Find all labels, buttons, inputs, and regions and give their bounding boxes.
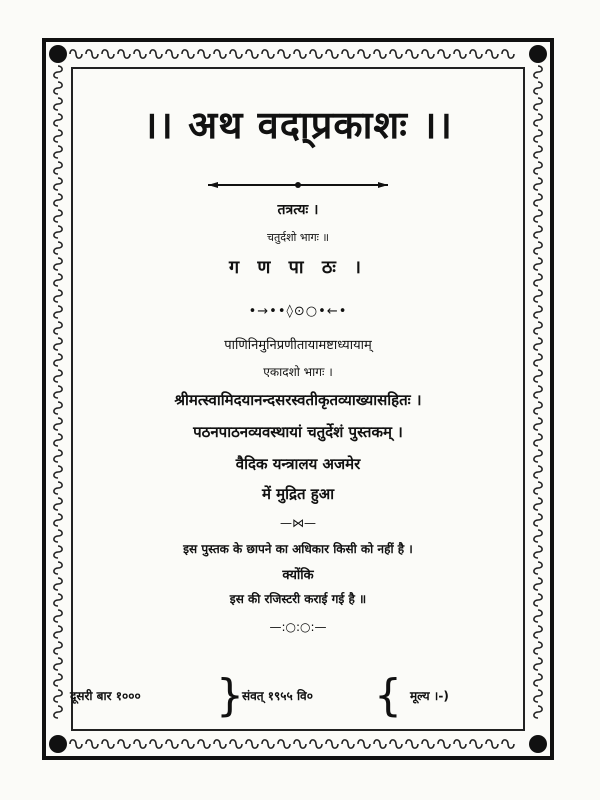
border-scroll: [534, 258, 542, 270]
border-scroll: [54, 530, 62, 542]
border-scroll: [534, 482, 542, 494]
border-scroll: [358, 50, 370, 58]
border-scroll: [502, 740, 514, 748]
border-scroll: [534, 514, 542, 526]
border-scroll: [70, 50, 82, 58]
border-scroll: [182, 740, 194, 748]
border-scroll: [102, 50, 114, 58]
border-scroll: [534, 66, 542, 78]
border-scroll: [534, 290, 542, 302]
text-book-number: पठनपाठनव्यवस्थायां चतुर्देशं पुस्तकम् ।: [193, 423, 403, 441]
edition-info: दूसरी बार १०००: [70, 689, 141, 703]
border-scroll: [198, 50, 210, 58]
brace-left: }: [216, 670, 244, 721]
border-scroll: [470, 50, 482, 58]
border-scroll: [470, 740, 482, 748]
border-scroll: [310, 50, 322, 58]
border-scroll: [486, 740, 498, 748]
border-scroll: [54, 594, 62, 606]
border-scroll: [534, 162, 542, 174]
border-scroll: [326, 50, 338, 58]
border-scroll: [166, 740, 178, 748]
border-scroll: [534, 146, 542, 158]
border-scroll: [534, 562, 542, 574]
border-scroll: [534, 338, 542, 350]
border-scroll: [374, 740, 386, 748]
border-scroll: [134, 50, 146, 58]
copyright-because: क्योंकि: [282, 568, 314, 583]
border-scroll: [534, 370, 542, 382]
border-scroll: [54, 402, 62, 414]
border-scroll: [54, 514, 62, 526]
border-scroll: [438, 50, 450, 58]
border-scroll: [54, 354, 62, 366]
border-scroll: [534, 226, 542, 238]
border-scroll: [54, 114, 62, 126]
border-scroll: [422, 740, 434, 748]
border-scroll: [534, 546, 542, 558]
border-scroll: [534, 386, 542, 398]
border-scroll: [54, 498, 62, 510]
text-ashtadhyayi: पाणिनिमुनिप्रणीतायामष्टाध्यायाम्: [224, 338, 372, 353]
border-scroll: [534, 130, 542, 142]
brace-right: {: [374, 670, 402, 721]
border-scroll: [134, 740, 146, 748]
border-scroll: [54, 242, 62, 254]
border-scroll: [278, 50, 290, 58]
border-scroll: [54, 146, 62, 158]
border-scroll: [230, 50, 242, 58]
border-scroll: [166, 50, 178, 58]
border-scroll: [150, 740, 162, 748]
border-scroll: [246, 50, 258, 58]
subtitle-tatratyah: तत्रत्यः ।: [277, 202, 319, 218]
border-scroll: [54, 258, 62, 270]
printed-note: में मुद्रित हुआ: [261, 485, 335, 503]
border-scroll: [534, 242, 542, 254]
border-scroll: [54, 546, 62, 558]
border-scroll: [534, 466, 542, 478]
price: मूल्य ।-): [410, 689, 449, 703]
border-scroll: [406, 740, 418, 748]
border-scroll: [534, 418, 542, 430]
copyright-notice: इस पुस्तक के छापने का अधिकार किसी को नहीं है ।: [183, 542, 413, 556]
border-scroll: [54, 178, 62, 190]
border-scroll: [534, 98, 542, 110]
ornament-divider: —:○:○:—: [269, 620, 327, 634]
border-scroll: [534, 82, 542, 94]
border-scroll: [262, 740, 274, 748]
border-scroll: [86, 740, 98, 748]
decorative-rule: [80, 180, 516, 190]
border-scroll: [534, 274, 542, 286]
border-scroll: [54, 434, 62, 446]
border-scroll: [214, 50, 226, 58]
border-scroll: [534, 530, 542, 542]
border-scroll: [246, 740, 258, 748]
border-scroll: [486, 50, 498, 58]
ornament-divider: •→••◊⊙○•←•: [248, 304, 348, 319]
border-scroll: [54, 642, 62, 654]
border-scroll: [54, 562, 62, 574]
border-scroll: [54, 306, 62, 318]
page-title: ।। अथ वदा्प्रकाशः ।।: [143, 103, 453, 147]
border-scroll: [54, 578, 62, 590]
border-scroll: [54, 386, 62, 398]
border-scroll: [422, 50, 434, 58]
border-scroll: [534, 450, 542, 462]
border-scroll: [390, 740, 402, 748]
border-scroll: [214, 740, 226, 748]
border-scroll: [54, 226, 62, 238]
ornament-divider: —⋈—: [280, 516, 316, 530]
border-scroll: [310, 740, 322, 748]
border-scroll: [454, 740, 466, 748]
border-scroll: [534, 210, 542, 222]
border-scroll: [150, 50, 162, 58]
border-scroll: [54, 82, 62, 94]
border-scroll: [438, 740, 450, 748]
border-scroll: [374, 50, 386, 58]
border-scroll: [54, 194, 62, 206]
border-scroll: [54, 626, 62, 638]
border-scroll: [102, 740, 114, 748]
border-scroll: [278, 740, 290, 748]
border-scroll: [118, 740, 130, 748]
border-scroll: [54, 418, 62, 430]
samvat-date: संवत् १९५५ वि०: [242, 689, 313, 703]
border-scroll: [406, 50, 418, 58]
border-scroll: [358, 740, 370, 748]
border-scroll: [230, 740, 242, 748]
border-scroll: [54, 370, 62, 382]
publisher-name: वैदिक यन्त्रालय अजमेर: [235, 455, 361, 473]
border-scroll: [294, 740, 306, 748]
border-scroll: [54, 658, 62, 670]
border-scroll: [54, 210, 62, 222]
border-scroll: [534, 594, 542, 606]
border-scroll: [54, 610, 62, 622]
border-scroll: [54, 450, 62, 462]
border-scroll: [534, 194, 542, 206]
border-scroll: [182, 50, 194, 58]
border-scroll: [342, 740, 354, 748]
border-scroll: [534, 626, 542, 638]
border-scroll: [54, 466, 62, 478]
border-scroll: [86, 50, 98, 58]
border-scroll: [70, 740, 82, 748]
border-scroll: [534, 642, 542, 654]
border-scroll: [326, 740, 338, 748]
border-scroll: [118, 50, 130, 58]
border-scroll: [54, 98, 62, 110]
border-scroll: [534, 434, 542, 446]
border-scroll: [54, 338, 62, 350]
border-scroll: [390, 50, 402, 58]
border-scroll: [534, 354, 542, 366]
text-commentary: श्रीमत्स्वामिदयानन्दसरस्वतीकृतव्याख्यासहितः ।: [174, 391, 422, 409]
registration-note: इस की रजिस्टरी कराई गई है ॥: [229, 592, 367, 606]
border-scroll: [262, 50, 274, 58]
border-scroll: [54, 130, 62, 142]
border-scroll: [454, 50, 466, 58]
imprint-footer: [56, 670, 544, 721]
border-scroll: [54, 482, 62, 494]
border-scroll: [342, 50, 354, 58]
section-title-ganapatha: ग ण पा ठः ।: [228, 257, 368, 278]
border-scroll: [54, 322, 62, 334]
border-scroll: [534, 306, 542, 318]
border-scroll: [54, 66, 62, 78]
border-scroll: [294, 50, 306, 58]
border-scroll: [502, 50, 514, 58]
border-scroll: [198, 740, 210, 748]
border-scroll: [534, 178, 542, 190]
part-number: चतुर्दशो भागः ॥: [266, 231, 329, 244]
border-scroll: [534, 498, 542, 510]
border-scroll: [54, 274, 62, 286]
border-scroll: [534, 322, 542, 334]
border-scroll: [54, 290, 62, 302]
border-scroll: [534, 578, 542, 590]
text-volume: एकादशो भागः ।: [263, 365, 333, 379]
border-scroll: [534, 658, 542, 670]
border-scroll: [534, 610, 542, 622]
border-scroll: [534, 114, 542, 126]
border-scroll: [534, 402, 542, 414]
border-scroll: [54, 162, 62, 174]
